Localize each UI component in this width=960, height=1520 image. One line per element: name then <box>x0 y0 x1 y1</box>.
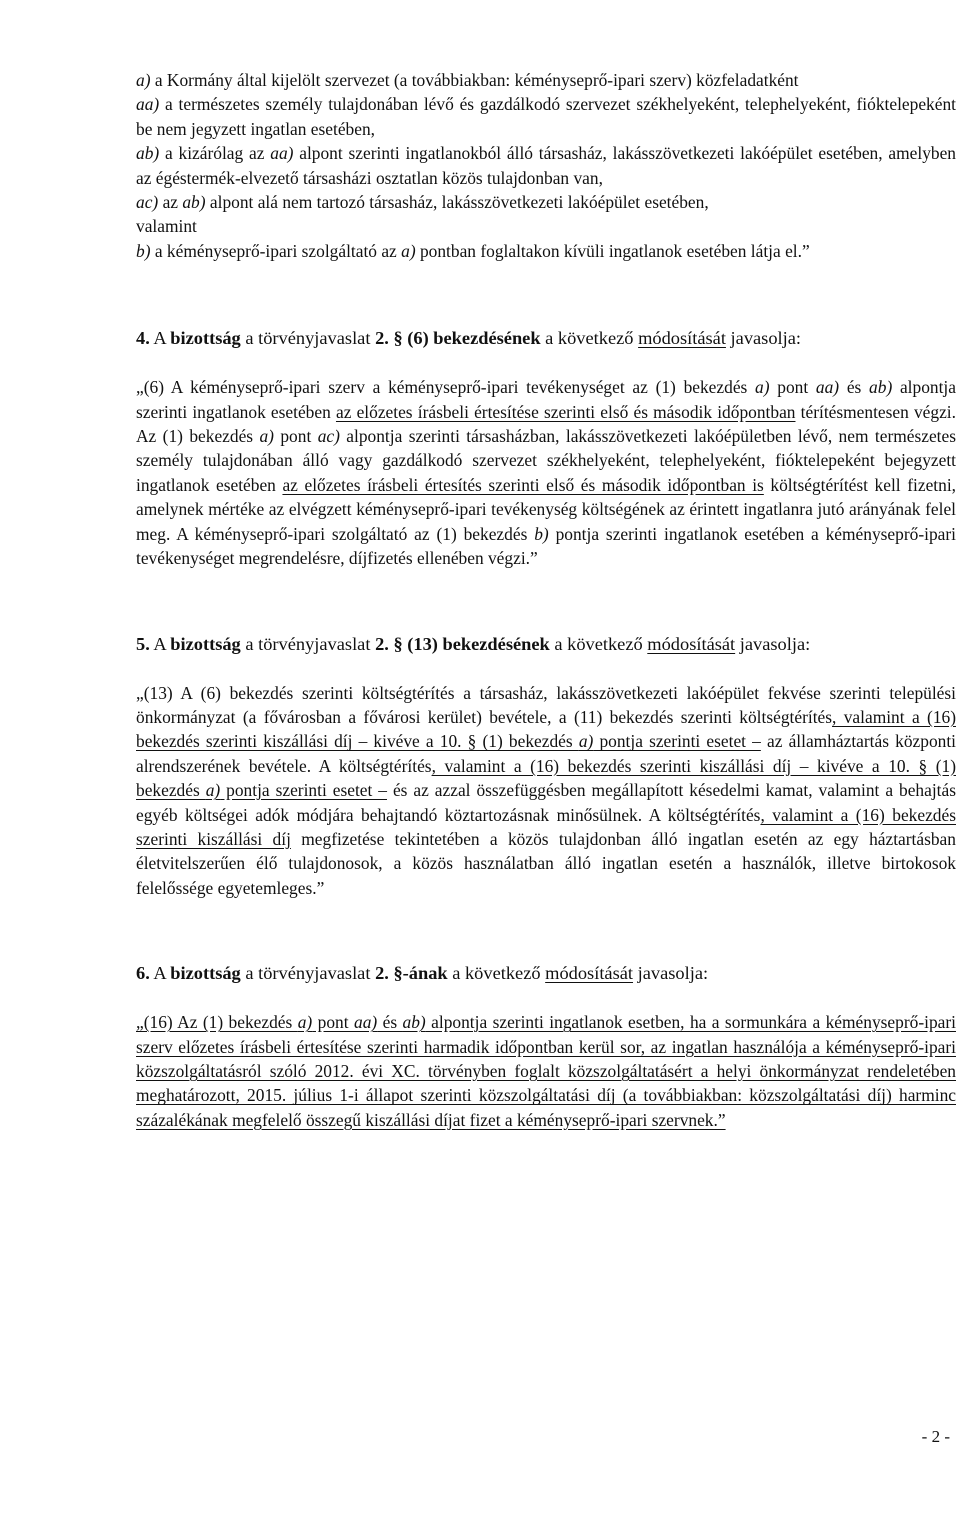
inserted-text: , valamint a (16) bekezdés szerinti kiszállási díj <box>136 804 956 849</box>
item-reference: ab) <box>869 377 893 398</box>
heading-underlined: módosítását <box>647 633 736 654</box>
paragraph-aa <box>136 92 956 141</box>
heading-bold: 2. §-ának <box>375 963 448 984</box>
page-number: - 2 - <box>921 1427 950 1446</box>
paragraph-text: megfizetése tekintetében a közös tulajdonban álló ingatlan esetén az egy háztartásban életvitelszerűen élő tulajdonosok, a közös használatban álló ingatlan esetén a használók, illetve birtokosok felelőssége egyetemleges.” <box>136 828 956 898</box>
section-number: 5. <box>136 633 150 654</box>
heading-bold: 2. § (6) bekezdésének <box>375 328 541 349</box>
paragraph-text: „(6) A kéményseprő-ipari szerv a kéményseprő-ipari tevékenységet az (1) bekezdés <box>136 377 756 398</box>
paragraph-a <box>136 68 956 92</box>
section-number: 6. <box>136 963 150 984</box>
item-label: a) <box>136 70 151 90</box>
paragraph-ab <box>136 141 956 190</box>
heading-underlined: módosítását <box>638 328 726 349</box>
item-reference: a) <box>578 731 594 752</box>
item-reference: aa) <box>270 143 294 164</box>
item-label: aa) <box>136 94 160 115</box>
item-reference: aa) <box>354 1012 378 1033</box>
paragraph-valamint: valamint <box>136 216 197 237</box>
section-4-amendment <box>136 375 956 570</box>
heading-bold: bizottság <box>170 328 241 349</box>
heading-text: A <box>149 328 171 349</box>
item-reference: aa) <box>815 377 840 398</box>
item-reference: ac) <box>317 426 340 447</box>
item-reference: a) <box>755 377 770 398</box>
item-label: b) <box>136 240 151 261</box>
document-page <box>136 68 956 1132</box>
heading-text: javasolja: <box>633 963 709 984</box>
item-label: ac) <box>136 192 159 213</box>
inserted-text-part: és <box>377 1012 403 1033</box>
paragraph-text: pontja szerinti ingatlanok esetében a kéményseprő-ipari tevékenységet megrendelésre, díjfizetés ellenében végzi.” <box>136 523 956 569</box>
heading-text: javasolja: <box>725 328 802 349</box>
paragraph-b <box>136 239 956 263</box>
inserted-text-part: pontja szerinti esetet – <box>593 731 761 752</box>
item-reference: a) <box>205 780 221 801</box>
heading-underlined: módosítását <box>545 963 634 984</box>
item-label: ab) <box>136 143 160 164</box>
paragraph-text: az <box>158 192 183 213</box>
heading-text: A <box>149 963 171 984</box>
heading-text: a következő <box>549 633 648 654</box>
heading-text: A <box>149 633 171 654</box>
heading-text: a következő <box>540 328 639 349</box>
paragraph-text: pontban foglaltakon kívüli ingatlanok esetében látja el.” <box>415 240 810 261</box>
section-6-amendment <box>136 1010 956 1132</box>
inserted-text-part: , valamint a (16) bekezdés szerinti kiszállási díj – kivéve a 10. § (1) bekezdés <box>136 706 956 752</box>
paragraph-text: alpontja szerinti ingatlanok esetében <box>136 377 956 422</box>
paragraph-text: pont <box>273 426 318 447</box>
paragraph-ac <box>136 190 956 214</box>
inserted-text-part: pont <box>312 1012 354 1033</box>
paragraph-text: a kéményseprő-ipari szolgáltató az <box>150 240 402 261</box>
heading-text: a törvényjavaslat <box>240 633 376 654</box>
paragraph-text: és <box>839 377 870 398</box>
paragraph-text: költségtérítést kell fizetni, amelynek mértéke az elvégzett kéményseprő-ipari tevékenység költségének az érintett ingatlanra jutó arányának felel meg. A kéményseprő-ipari szolgáltató az (1) bekezdés <box>136 474 956 544</box>
paragraph-text: az államháztartás központi alrendszerének bevétele. A költségtérítés <box>136 731 956 776</box>
paragraph-text: pont <box>769 377 816 398</box>
paragraph-text: a kizárólag az <box>159 143 271 164</box>
paragraph-text: alpont alá nem tartozó társasház, lakásszövetkezeti lakóépület esetében, <box>205 192 709 213</box>
inserted-text-part: pontja szerinti esetet – <box>220 780 387 801</box>
heading-text: javasolja: <box>735 633 811 654</box>
inserted-text-part: , valamint a (16) bekezdés szerinti kiszállási díj – kivéve a 10. § (1) bekezdés <box>136 755 956 801</box>
paragraph-text: térítésmentesen végzi. Az (1) bekezdés <box>136 401 956 447</box>
heading-text: a következő <box>447 963 546 984</box>
item-reference: ab) <box>182 192 206 213</box>
item-reference: a) <box>401 240 416 261</box>
section-5-amendment <box>136 681 956 901</box>
paragraph-text: és az azzal összefüggésben megállapított késedelmi kamat, valamint a behajtás egyéb költségei adók módjára behajtandó köztartozásnak minősülnek. A költségtérítés <box>136 780 956 825</box>
heading-bold: bizottság <box>170 963 241 984</box>
paragraph-text: a Kormány által kijelölt szervezet (a továbbiakban: kéményseprő-ipari szerv) közfeladatként <box>150 70 799 90</box>
item-reference: a) <box>297 1012 313 1033</box>
inserted-text-part: alpontja szerinti ingatlanok esetben, ha a sormunkára a kéményseprő-ipari szerv előzetes írásbeli értesítése szerinti harmadik időpontban kerül sor, az ingatlan használója a kéményseprő-ipari közszolgáltatásról szóló 2012. évi XC. törvényben foglalt közszolgáltatásért a helyi önkormányzat rendeletében meghatározott, 2015. július 1-i állapot szerinti közszolgáltatási díj (a továbbiakban: közszolgáltatási díj) harminc százalékának megfelelő összegű kiszállási díjat fizet a kéményseprő-ipari szervnek.” <box>136 1012 956 1130</box>
item-reference: a) <box>259 426 274 447</box>
section-4-heading <box>136 325 956 351</box>
inserted-text: az előzetes írásbeli értesítése szerinti első és második időpontban <box>335 401 796 422</box>
inserted-text: az előzetes írásbeli értesítés szerinti első és második időpontban is <box>282 474 764 495</box>
heading-bold: bizottság <box>170 633 241 654</box>
section-6-heading <box>136 960 956 986</box>
paragraph-text: alpontja szerinti társasházban, lakásszövetkezeti lakóépületben lévő, nem természetes személy tulajdonában álló vagy gazdálkodó szervezet székhelyeként, telephelyeként, fióktelepeként bejegyzett ingatlanok esetében <box>136 426 957 495</box>
heading-text: a törvényjavaslat <box>240 328 376 349</box>
item-reference: b) <box>534 523 549 544</box>
heading-bold: 2. § (13) bekezdésének <box>375 633 550 654</box>
section-number: 4. <box>136 328 150 349</box>
item-reference: ab) <box>402 1012 426 1033</box>
inserted-text-part: „(16) Az (1) bekezdés <box>136 1012 298 1033</box>
section-5-heading <box>136 631 956 657</box>
paragraph-text: „(13) A (6) bekezdés szerinti költségtérítés a társasház, lakásszövetkezeti lakóépület fekvése szerinti települési önkormányzat (a fővárosban a fővárosi kerület) bevétele, a (11) bekezdés szerinti költségtérítés <box>136 682 956 727</box>
paragraph-text: a természetes személy tulajdonában lévő és gazdálkodó szervezet székhelyeként, telephelyeként, fióktelepeként be nem jegyzett ingatlan esetében, <box>136 94 956 139</box>
heading-text: a törvényjavaslat <box>240 963 376 984</box>
paragraph-text: alpont szerinti ingatlanokból álló társasház, lakásszövetkezeti lakóépület esetében, amelyben az égéstermék-elvezető társasházi osztatlan közös tulajdonban van, <box>136 143 956 188</box>
